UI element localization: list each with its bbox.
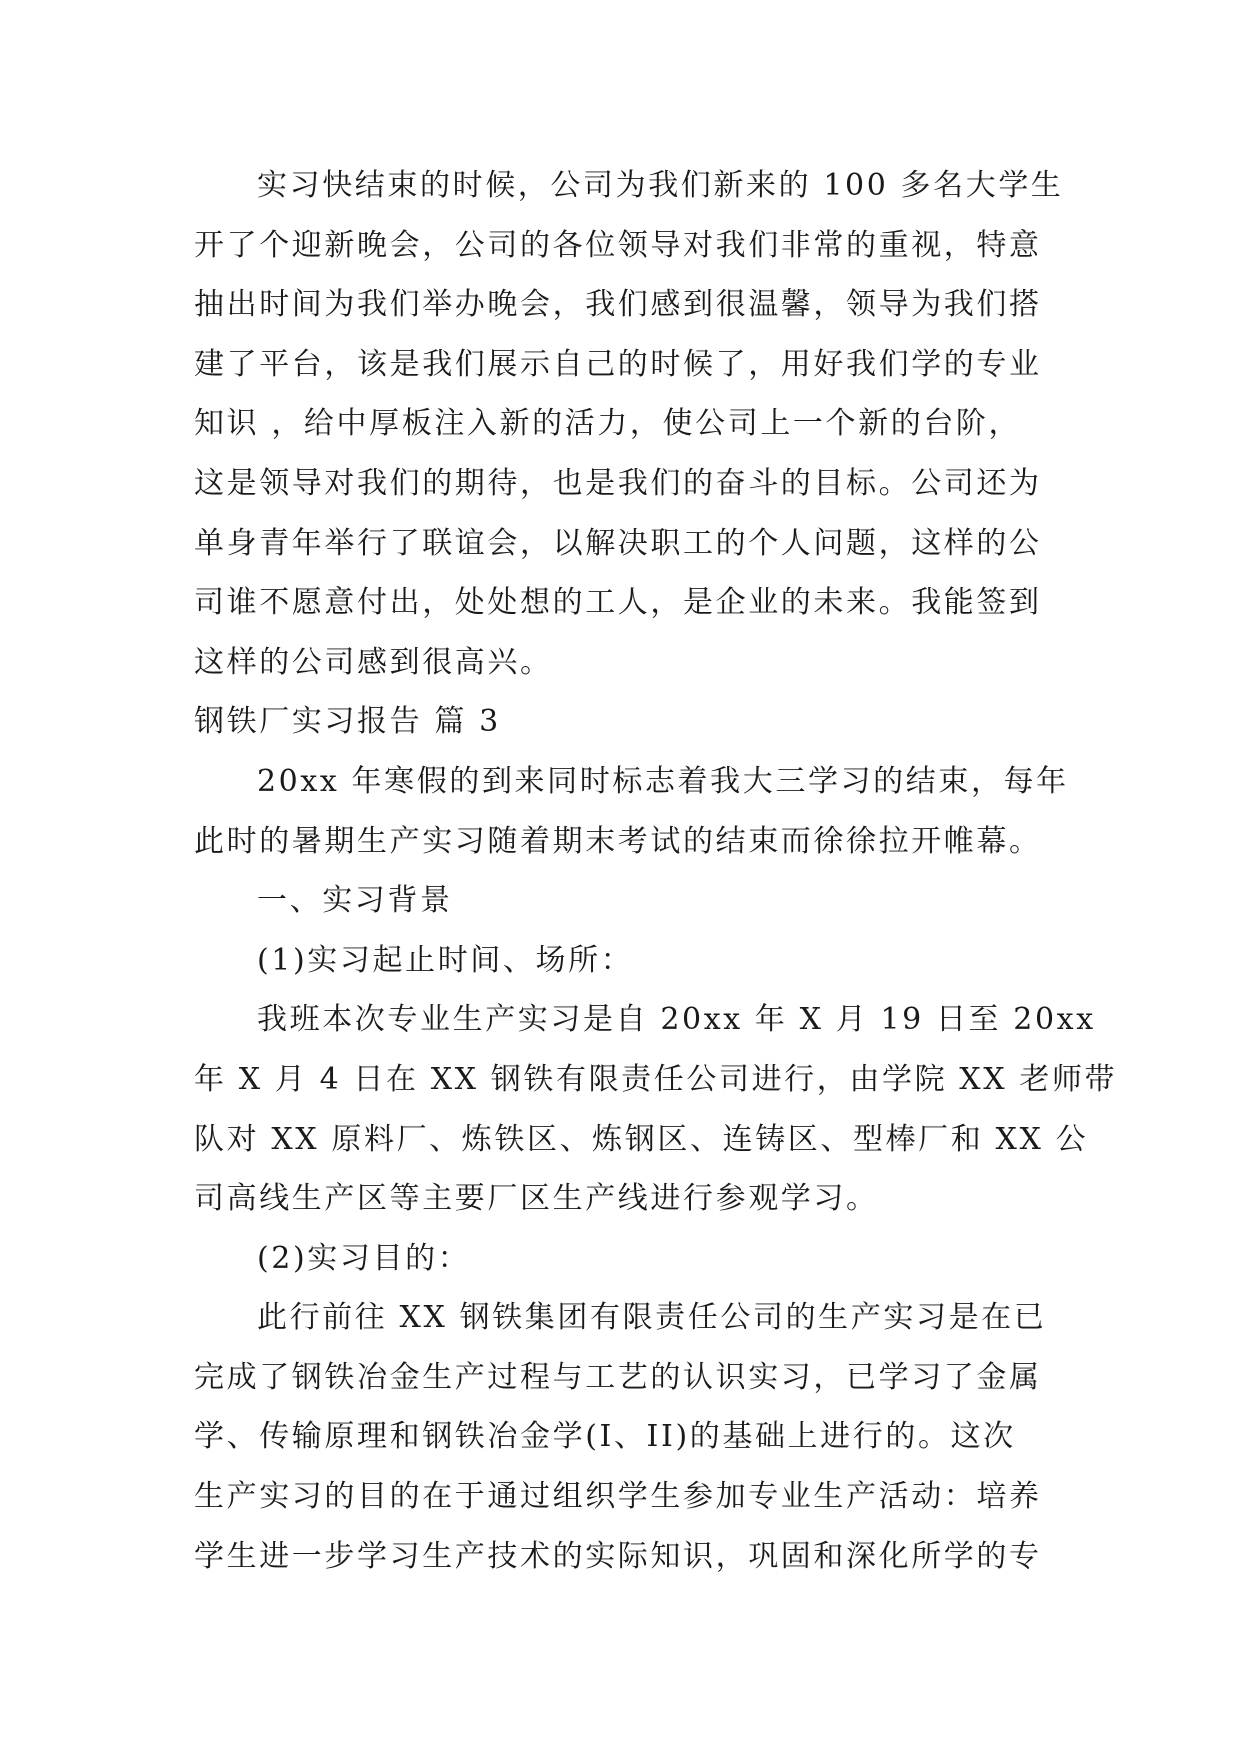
subsection-heading: (1)实习起止时间、场所： [257,942,634,978]
subsection-heading: 一、实习背景 [257,883,453,919]
paragraph-line: 学、传输原理和钢铁冶金学(I、II)的基础上进行的。这次 [194,1419,1016,1455]
paragraph-line: 生产实习的目的在于通过组织学生参加专业生产活动：培养 [194,1479,1042,1515]
paragraph-line: 此时的暑期生产实习随着期末考试的结束而徐徐拉开帷幕。 [194,823,1042,859]
paragraph-line: 抽出时间为我们举办晚会，我们感到很温馨，领导为我们搭 [194,287,1042,323]
paragraph-line: 20xx 年寒假的到来同时标志着我大三学习的结束，每年 [257,763,1069,799]
paragraph-line: 知识 ，给中厚板注入新的活力，使公司上一个新的台阶， [194,406,1022,442]
paragraph-line: 司谁不愿意付出，处处想的工人，是企业的未来。我能签到 [194,585,1042,621]
paragraph-line: 单身青年举行了联谊会，以解决职工的个人问题，这样的公 [194,525,1042,561]
paragraph-line: 开了个迎新晚会，公司的各位领导对我们非常的重视，特意 [194,227,1042,263]
paragraph-line: 这样的公司感到很高兴。 [194,644,553,680]
paragraph-line: 司高线生产区等主要厂区生产线进行参观学习。 [194,1181,879,1217]
paragraph-line: 建了平台，该是我们展示自己的时候了，用好我们学的专业 [194,346,1042,382]
paragraph-line: 学生进一步学习生产技术的实际知识，巩固和深化所学的专 [194,1538,1042,1574]
paragraph-line: 这是领导对我们的期待，也是我们的奋斗的目标。公司还为 [194,465,1042,501]
document-body [194,156,1118,1586]
paragraph-line: 我班本次专业生产实习是自 20xx 年 X 月 19 日至 20xx [257,1002,1096,1038]
paragraph-line: 完成了钢铁冶金生产过程与工艺的认识实习，已学习了金属 [194,1359,1042,1395]
paragraph-line: 此行前往 XX 钢铁集团有限责任公司的生产实习是在已 [257,1300,1047,1336]
paragraph-line: 队对 XX 原料厂、炼铁区、炼钢区、连铸区、型棒厂和 XX 公 [194,1121,1089,1157]
subsection-heading: (2)实习目的： [257,1240,471,1276]
section-heading: 钢铁厂实习报告 篇 3 [194,704,501,740]
paragraph-line: 年 X 月 4 日在 XX 钢铁有限责任公司进行，由学院 XX 老师带 [194,1061,1118,1097]
paragraph-line: 实习快结束的时候，公司为我们新来的 100 多名大学生 [257,168,1064,203]
